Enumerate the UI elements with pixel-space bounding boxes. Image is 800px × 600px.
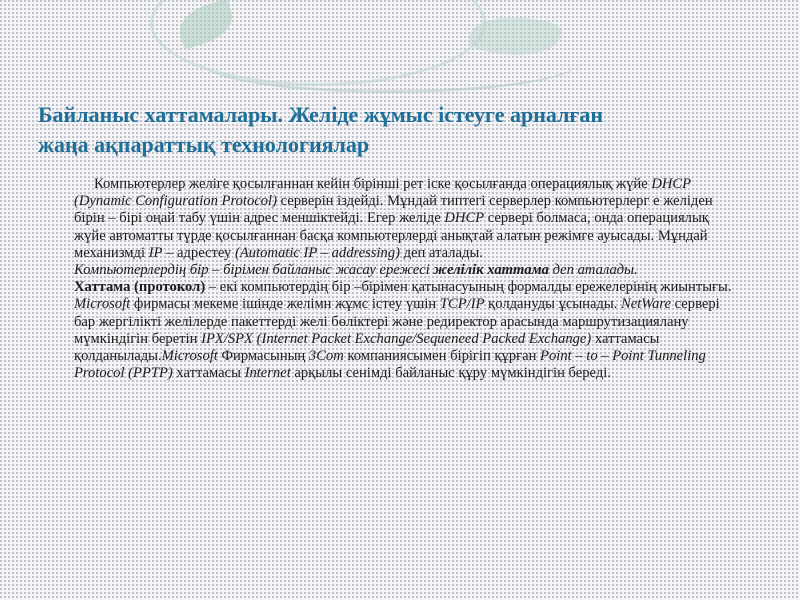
text-run-italic: (Automatic IP – addressing) xyxy=(235,244,400,261)
text-run-italic: DHCP (Dynamic Configuration Protocol) xyxy=(74,176,691,210)
text-run-italic: 3Com xyxy=(308,348,344,365)
text-run-bold: Хаттама (протокол) xyxy=(74,279,206,296)
text-run-italic: DHCP xyxy=(444,210,485,227)
slide-body xyxy=(74,176,744,382)
title-line-1: Байланыс хаттамалары. Желіде жұмыс істеуге арналған xyxy=(38,102,604,127)
paragraph-dhcp xyxy=(74,176,744,262)
text-run: қолдануды ұсынады. xyxy=(484,296,621,313)
text-run-italic: Компьютерлердің бір – бірімен байланыс жасау ережесі xyxy=(74,262,434,279)
title-line-2: жаңа ақпараттық технологиялар xyxy=(38,132,370,157)
decorative-ring-graphic xyxy=(150,0,486,86)
text-run-italic: Microsoft xyxy=(161,348,218,365)
text-run: Фирмасының xyxy=(217,348,309,365)
text-run: сервері болмаса, онда операциялық жүйе автоматты түрде қосылғаннан басқа компьютерлерді анықтай алатын режімге ауысады. Мұндай механизмді xyxy=(74,210,709,261)
decorative-swirl-graphic xyxy=(200,30,580,93)
text-run: фирмасы мекеме ішінде желімн жұмс істеу үшін xyxy=(130,296,440,313)
text-run: серверін іздейді. Мұндай типтегі серверлер компьютерлерг е желіден бірін – бірі оңай табу үшін адрес меншіктейді. Егер желіде xyxy=(74,193,713,227)
decorative-leaf-graphic-right xyxy=(467,8,563,63)
text-run-italic: IP xyxy=(148,244,163,261)
text-run: Компьютерлер желіге қосылғаннан кейін бірінші рет іске қосылғанда операциялық жүйе xyxy=(94,176,652,192)
text-run-bold-italic: желілік хаттама xyxy=(433,262,549,279)
text-run-italic: TCP/IP xyxy=(439,296,485,313)
text-run-italic: деп аталады. xyxy=(548,262,638,279)
text-run-italic: IPX/SPX (Internet Packet Exchange/Sequeneed Packed Exchange) xyxy=(201,330,592,347)
slide-title xyxy=(38,100,768,160)
text-run-italic: Microsoft xyxy=(74,296,131,313)
text-run-italic: Internet xyxy=(244,365,291,382)
text-run: – адрестеу xyxy=(162,244,235,261)
paragraph-protocol-definition xyxy=(74,262,744,279)
text-run: хаттамасы қолданылады. xyxy=(74,330,660,365)
text-run: компаниясымен бірігіп құрған xyxy=(343,348,541,365)
text-run-italic: NetWare xyxy=(621,296,671,313)
text-run-italic: Point – to – Point Tunneling Protocol (PPTP) xyxy=(74,348,706,382)
text-run: – екі компьютердің бір –бірімен қатынасуының формалды ережелерінің жиынтығы. xyxy=(205,279,732,296)
text-run: сервері бар жергілікті желілерде пакеттерді желі бөліктері және редиректор арасында маршрутизациялану мүмкіндігін беретін xyxy=(74,296,720,347)
text-run: арқылы сенімді байланыс құру мүмкіндігін береді. xyxy=(290,365,611,382)
paragraph-protocol-term xyxy=(74,279,744,296)
decorative-leaf-graphic xyxy=(174,0,238,50)
paragraph-protocols-list xyxy=(74,296,744,382)
text-run: хаттамасы xyxy=(172,365,245,382)
text-run: деп аталады. xyxy=(399,244,483,261)
